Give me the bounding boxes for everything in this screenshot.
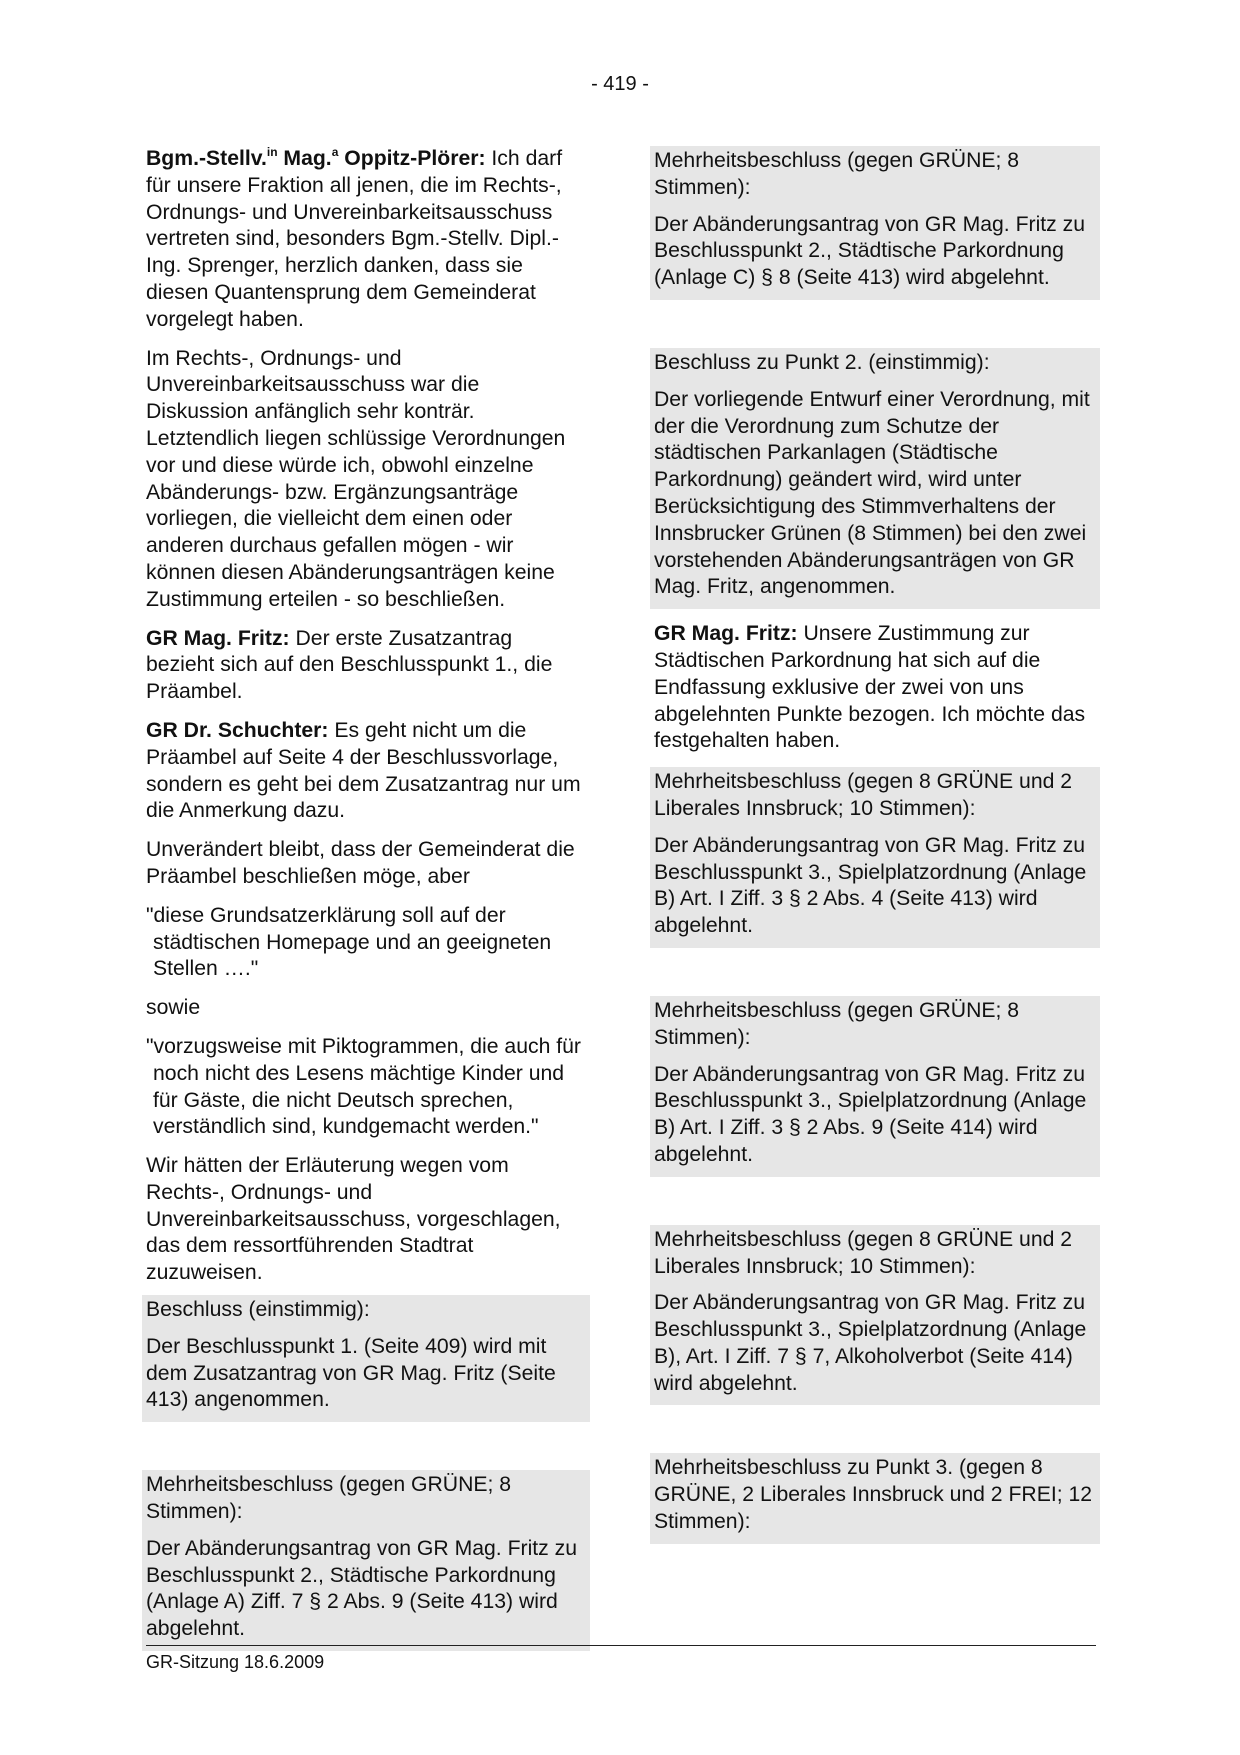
statement-fritz: GR Mag. Fritz: Unsere Zustimmung zur Städtischen Parkordnung hat sich auf die Endfassung exklusive der zwei von uns abgelehnten Punkte bezogen. Ich möchte das festgehalten haben.: [654, 622, 1086, 753]
statement-fritz: GR Mag. Fritz: Der erste Zusatzantrag bezieht sich auf den Beschlusspunkt 1., die Präambel.: [146, 626, 553, 704]
resolution-text: Der Abänderungsantrag von GR Mag. Fritz zu Beschlusspunkt 3., Spielplatzordnung (Anlage B) Art. I Ziff. 3 § 2 Abs. 9 (Seite 414) wird abgelehnt.: [654, 1062, 1087, 1166]
speaker-name: Bgm.-Stellv.$^{in}$ Mag.$^a$ Oppitz-Plörer:: [146, 145, 486, 170]
resolution-box: [142, 1295, 590, 1422]
resolution-title: Beschluss (einstimmig):: [146, 1298, 370, 1322]
paragraph: Wir hätten der Erläuterung wegen vom Rechts-, Ordnungs- und Unvereinbarkeitsausschuss, vorgeschlagen, das dem ressortführenden Stadtrat zuzuweisen.: [146, 1154, 561, 1285]
resolution-title: Beschluss zu Punkt 2. (einstimmig):: [654, 350, 990, 374]
speaker-name: GR Dr. Schuchter:: [146, 718, 329, 742]
resolution-title: Mehrheitsbeschluss (gegen 8 GRÜNE und 2 Liberales Innsbruck; 10 Stimmen):: [654, 770, 1073, 820]
paragraph: Unverändert bleibt, dass der Gemeinderat die Präambel beschließen möge, aber: [146, 838, 575, 888]
resolution-title: Mehrheitsbeschluss zu Punkt 3. (gegen 8 GRÜNE, 2 Liberales Innsbruck und 2 FREI; 12 Stimmen):: [654, 1456, 1093, 1534]
resolution-title: Mehrheitsbeschluss (gegen GRÜNE; 8 Stimmen):: [654, 149, 1020, 199]
footer-divider: [146, 1645, 1096, 1646]
resolution-text: Der Abänderungsantrag von GR Mag. Fritz zu Beschlusspunkt 2., Städtische Parkordnung (Anlage C) § 8 (Seite 413) wird abgelehnt.: [654, 212, 1086, 290]
resolution-box: [650, 767, 1100, 948]
resolution-text: Der Beschlusspunkt 1. (Seite 409) wird mit dem Zusatzantrag von GR Mag. Fritz (Seite 413) angenommen.: [146, 1334, 556, 1412]
resolution-box: [142, 1470, 590, 1651]
resolution-text: Der Abänderungsantrag von GR Mag. Fritz zu Beschlusspunkt 2., Städtische Parkordnung (Anlage A) Ziff. 7 § 2 Abs. 9 (Seite 413) wird abgelehnt.: [146, 1536, 578, 1641]
resolution-box: [650, 1225, 1100, 1406]
paragraph: sowie: [146, 996, 201, 1020]
resolution-text: Der Abänderungsantrag von GR Mag. Fritz zu Beschlusspunkt 3., Spielplatzordnung (Anlage B) Art. I Ziff. 3 § 2 Abs. 4 (Seite 413) wird abgelehnt.: [654, 833, 1087, 938]
speaker-name: GR Mag. Fritz:: [146, 626, 290, 650]
paragraph: Im Rechts-, Ordnungs- und Unvereinbarkeitsausschuss war die Diskussion anfänglich sehr konträr. Letztendlich liegen schlüssige Verordnungen vor und diese würde ich, obwohl einzelne Abänderungs- bzw. Ergänzungsanträge vorliegen, die vielleicht dem einen oder anderen durchaus gefallen mögen - wir können diesen Abänderungsanträgen keine Zustimmung erteilen - so beschließen.: [146, 346, 566, 611]
page-number: - 419 -: [591, 73, 649, 95]
quote: "vorzugsweise mit Piktogrammen, die auch für noch nicht des Lesens mächtige Kinder und für Gäste, die nicht Deutsch sprechen, verständlich sind, kundgemacht werden.": [146, 1034, 581, 1139]
resolution-text: Der Abänderungsantrag von GR Mag. Fritz zu Beschlusspunkt 3., Spielplatzordnung (Anlage B), Art. I Ziff. 7 § 7, Alkoholverbot (Seite 414) wird abgelehnt.: [654, 1291, 1087, 1395]
resolution-box: [650, 996, 1100, 1177]
footer: GR-Sitzung 18.6.2009: [146, 1652, 325, 1672]
left-column: [146, 146, 586, 1651]
right-column: [654, 146, 1096, 1544]
resolution-title: Mehrheitsbeschluss (gegen 8 GRÜNE und 2 Liberales Innsbruck; 10 Stimmen):: [654, 1227, 1073, 1278]
quote: "diese Grundsatzerklärung soll auf der städtischen Homepage und an geeigneten Stellen ….": [146, 903, 552, 981]
resolution-box: [650, 348, 1100, 609]
statement-oppitz-ploerer: Bgm.-Stellv.$^{in}$ Mag.$^a$ Oppitz-Plörer: Ich darf für unsere Fraktion all jenen, die im Rechts-, Ordnungs- und Unvereinbarkeitsausschuss vertreten sind, besonders Bgm.-Stellv. Dipl.-Ing. Sprenger, herzlich danken, dass sie diesen Quantensprung dem Gemeinderat vorgelegt haben.: [146, 145, 563, 331]
resolution-title: Mehrheitsbeschluss (gegen GRÜNE; 8 Stimmen):: [146, 1473, 512, 1524]
resolution-text: Der vorliegende Entwurf einer Verordnung, mit der die Verordnung zum Schutze der städtischen Parkanlagen (Städtische Parkordnung) geändert wird, wird unter Berücksichtigung des Stimmverhaltens der Innsbrucker Grünen (8 Stimmen) bei den zwei vorstehenden Abänderungsanträgen von GR Mag. Fritz, angenommen.: [654, 387, 1090, 599]
resolution-box: [650, 146, 1100, 300]
resolution-box: [650, 1453, 1100, 1543]
resolution-title: Mehrheitsbeschluss (gegen GRÜNE; 8 Stimmen):: [654, 998, 1020, 1049]
speaker-name: GR Mag. Fritz:: [654, 622, 798, 646]
statement-schuchter: GR Dr. Schuchter: Es geht nicht um die Präambel auf Seite 4 der Beschlussvorlage, sondern es geht bei dem Zusatzantrag nur um die Anmerkung dazu.: [146, 718, 581, 823]
